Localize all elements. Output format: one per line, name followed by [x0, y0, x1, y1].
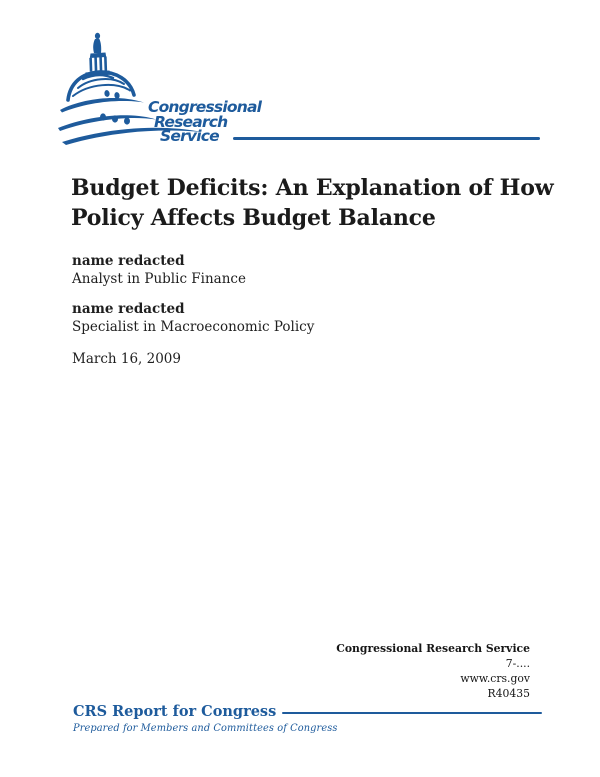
banner-tagline: Prepared for Members and Committees of Congress — [73, 723, 338, 734]
title-line: Policy Affects Budget Balance — [71, 205, 436, 231]
logo-wordmark-line: Research — [154, 112, 228, 131]
author-entry — [72, 300, 314, 336]
author-name: name redacted — [72, 253, 185, 269]
author-role: Analyst in Public Finance — [72, 271, 246, 287]
report-title — [71, 173, 553, 233]
logo-wordmark-line: Congressional — [148, 98, 262, 116]
banner-rule — [282, 712, 542, 714]
authors-block — [72, 252, 314, 336]
report-date: March 16, 2009 — [72, 351, 181, 367]
logo-wordmark-line: Service — [160, 127, 219, 145]
footer-org-name: Congressional Research Service — [336, 642, 530, 655]
author-name: name redacted — [72, 301, 185, 317]
title-line: Budget Deficits: An Explanation of How — [71, 175, 554, 201]
footer-report-number: R40435 — [487, 687, 530, 700]
footer-org-block — [336, 641, 530, 701]
author-entry — [72, 252, 314, 288]
author-role: Specialist in Macroeconomic Policy — [72, 319, 315, 335]
footer-banner — [73, 704, 542, 734]
footer-website: www.crs.gov — [460, 672, 530, 685]
banner-title: CRS Report for Congress — [73, 703, 277, 720]
header-rule — [233, 137, 540, 140]
footer-phone: 7-.... — [505, 657, 530, 670]
